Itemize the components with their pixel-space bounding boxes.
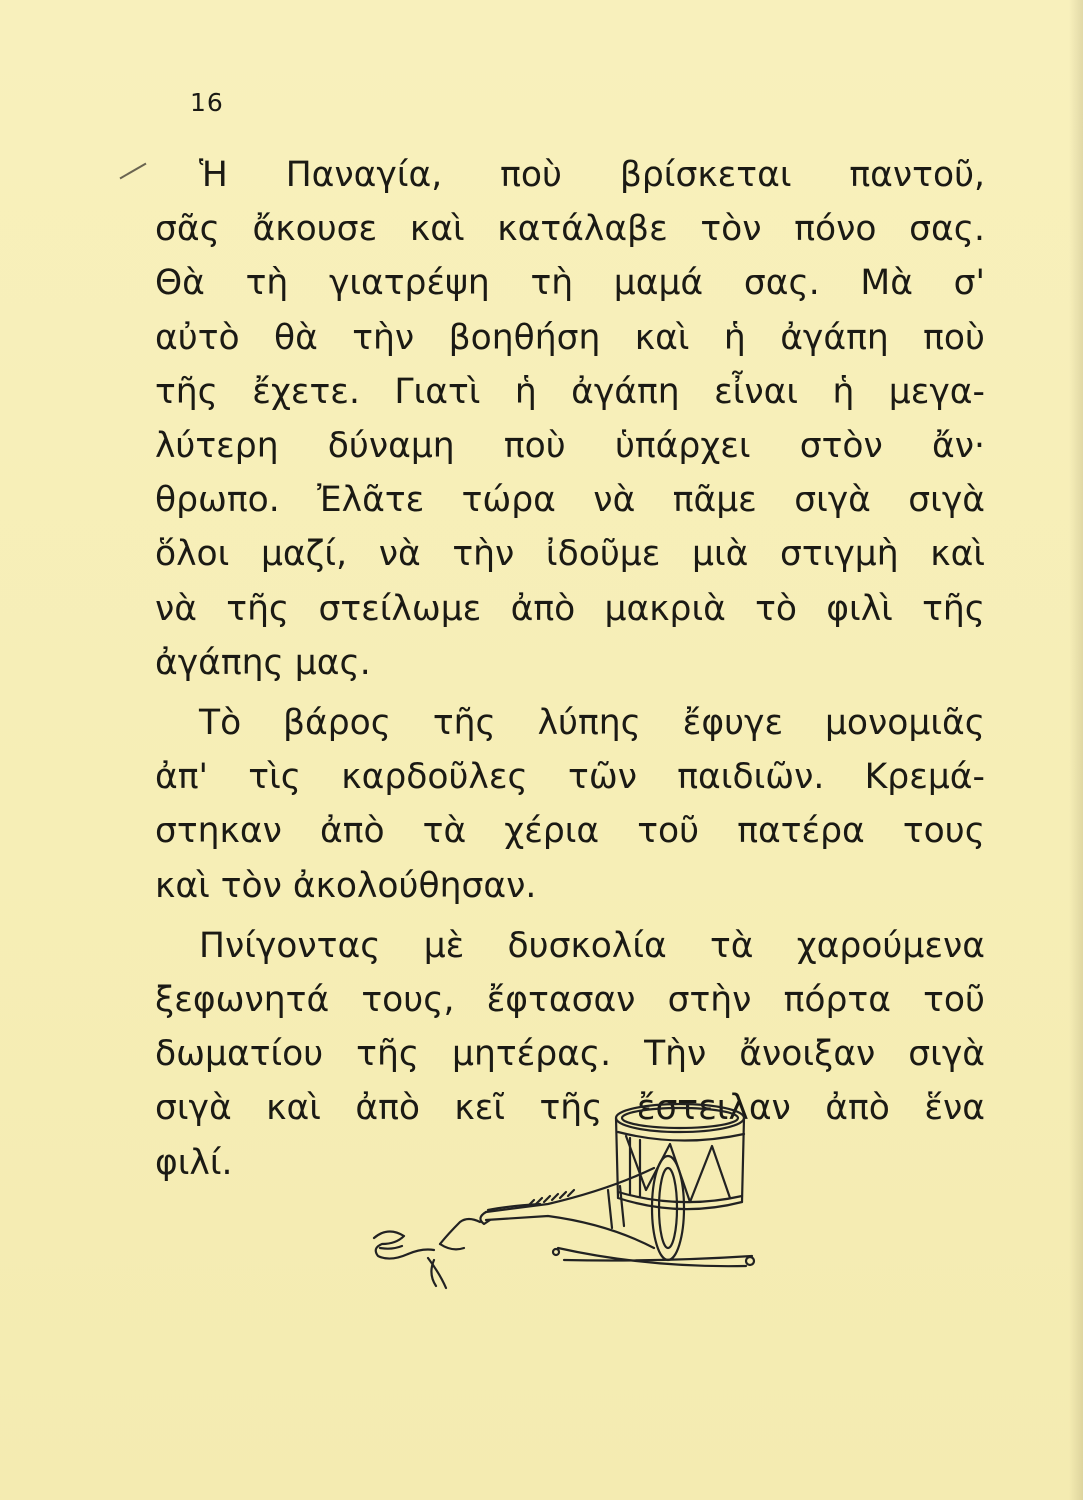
text-line: φιλί. [155, 1142, 233, 1183]
text-line: Πνίγοντας μὲ δυσκολία τὰ χαρούμενα [199, 925, 985, 966]
pencil-mark [120, 163, 147, 180]
text-line: αὐτὸ θὰ τὴν βοηθήση καὶ ἡ ἀγάπη ποὺ [155, 317, 985, 358]
paragraph-2 [155, 696, 985, 913]
text-line: ὅλοι μαζί, νὰ τὴν ἰδοῦμε μιὰ στιγμὴ καὶ [155, 534, 985, 575]
drum-trumpet-drumsticks-icon [368, 1098, 758, 1293]
text-line: σᾶς ἄκουσε καὶ κατάλαβε τὸν πόνο σας. [155, 209, 985, 250]
text-line: στηκαν ἀπὸ τὰ χέρια τοῦ πατέρα τους [155, 811, 985, 852]
text-line: νὰ τῆς στείλωμε ἀπὸ μακριὰ τὸ φιλὶ τῆς [155, 588, 985, 629]
text-line: ἀπ' τὶς καρδοῦλες τῶν παιδιῶν. Κρεμά- [155, 757, 985, 798]
text-line: ξεφωνητά τους, ἔφτασαν στὴν πόρτα τοῦ [155, 980, 985, 1021]
trumpet-icon [440, 1156, 684, 1260]
page-edge-shadow [1069, 0, 1083, 1500]
paragraph-1 [155, 148, 985, 690]
text-line: Τὸ βάρος τῆς λύπης ἔφυγε μονομιᾶς [199, 703, 985, 744]
text-line: θρωπο. Ἐλᾶτε τώρα νὰ πᾶμε σιγὰ σιγὰ [155, 480, 985, 521]
page-number: 16 [190, 88, 224, 117]
text-line: δωματίου τῆς μητέρας. Τὴν ἄνοιξαν σιγὰ [155, 1034, 985, 1075]
text-line: ἀγάπης μας. [155, 642, 371, 683]
text-line: Θὰ τὴ γιατρέψη τὴ μαμά σας. Μὰ σ' [155, 263, 985, 304]
body-text [155, 148, 985, 1190]
text-line: Ἡ Παναγία, ποὺ βρίσκεται παντοῦ, [199, 155, 985, 195]
scroll-ornament-icon [374, 1231, 446, 1288]
drumsticks-icon [553, 1248, 754, 1266]
text-line: τῆς ἔχετε. Γιατὶ ἡ ἀγάπη εἶναι ἡ μεγα- [155, 371, 985, 412]
text-line: σιγὰ καὶ ἀπὸ κεῖ τῆς ἔστειλαν ἀπὸ ἕνα [155, 1088, 985, 1129]
text-line: λύτερη δύναμη ποὺ ὑπάρχει στὸν ἄν· [155, 426, 985, 467]
text-line: καὶ τὸν ἀκολούθησαν. [155, 865, 537, 906]
drum-icon [616, 1104, 744, 1209]
